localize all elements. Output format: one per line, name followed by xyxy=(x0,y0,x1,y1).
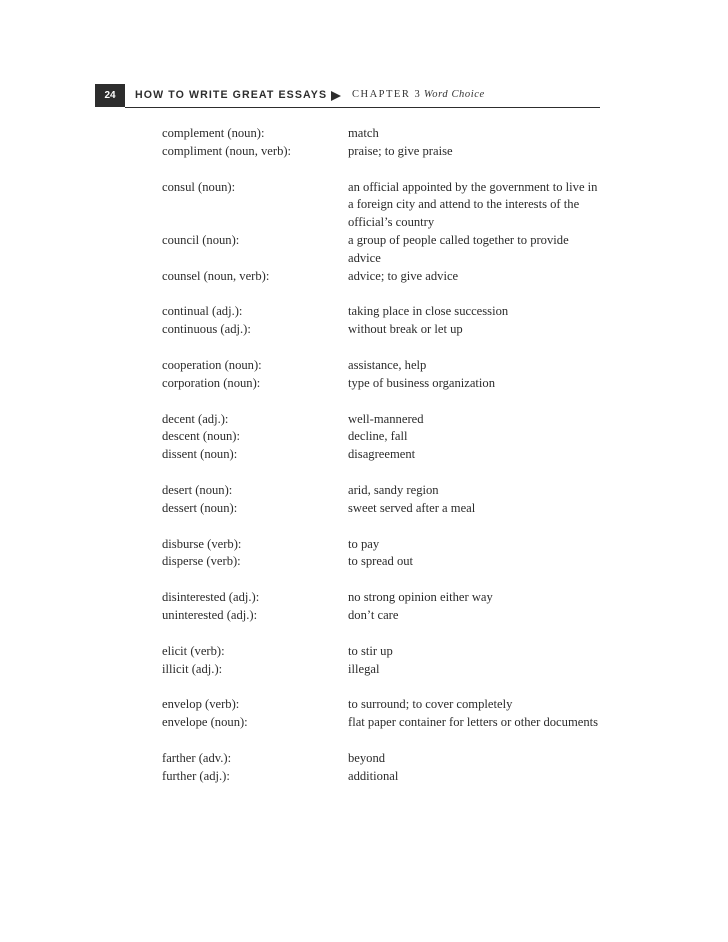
entry-term: disperse (verb): xyxy=(162,554,241,569)
entry-term: further (adj.): xyxy=(162,768,230,783)
entry-term: compliment (noun, verb): xyxy=(162,143,292,158)
entry-term: desert (noun): xyxy=(162,482,233,497)
chapter-heading xyxy=(352,89,485,100)
entry-definition: don’t care xyxy=(348,607,399,622)
entry-term: cooperation (noun): xyxy=(162,357,262,372)
page-number: 24 xyxy=(95,84,125,107)
entry-row xyxy=(162,179,602,232)
entry-term: corporation (noun): xyxy=(162,375,261,390)
entry-term: consul (noun): xyxy=(162,179,236,194)
entry-row xyxy=(162,750,602,768)
entry-definition: to pay xyxy=(348,536,380,551)
entry-row xyxy=(162,607,602,625)
entry-row xyxy=(162,482,602,500)
entry-row xyxy=(162,446,602,464)
entry-definition: type of business organization xyxy=(348,375,496,390)
entry-definition: to surround; to cover completely xyxy=(348,697,513,712)
entry-definition: sweet served after a meal xyxy=(348,500,476,515)
entry-row xyxy=(162,357,602,375)
entry-row xyxy=(162,536,602,554)
entry-row xyxy=(162,643,602,661)
entry-row xyxy=(162,428,602,446)
entry-row xyxy=(162,321,602,339)
entry-definition: without break or let up xyxy=(348,322,463,337)
entry-group xyxy=(162,411,602,464)
entry-group xyxy=(162,482,602,518)
entry-row xyxy=(162,303,602,321)
header-rule xyxy=(125,107,600,108)
entry-definition: illegal xyxy=(348,661,380,676)
entry-definition: beyond xyxy=(348,750,386,765)
entry-term: illicit (adj.): xyxy=(162,661,223,676)
entry-row xyxy=(162,553,602,571)
entry-term: elicit (verb): xyxy=(162,643,225,658)
entry-definition: match xyxy=(348,126,379,140)
entry-term: counsel (noun, verb): xyxy=(162,268,270,283)
entry-row xyxy=(162,500,602,518)
entry-definition: to stir up xyxy=(348,643,393,658)
entry-row xyxy=(162,661,602,679)
entry-row xyxy=(162,714,602,732)
entry-definition: an official appointed by the government to live in a foreign city and attend to the interests of the official’s country xyxy=(348,179,598,230)
entry-row xyxy=(162,268,602,286)
entry-term: disburse (verb): xyxy=(162,536,242,551)
entry-definition: arid, sandy region xyxy=(348,482,439,497)
entry-term: continuous (adj.): xyxy=(162,322,251,337)
word-list xyxy=(162,125,602,804)
entry-definition: decline, fall xyxy=(348,429,408,444)
entry-term: descent (noun): xyxy=(162,429,240,444)
entry-definition: no strong opinion either way xyxy=(348,590,493,605)
entry-group xyxy=(162,125,602,161)
entry-term: farther (adv.): xyxy=(162,750,232,765)
entry-term: uninterested (adj.): xyxy=(162,607,258,622)
entry-group xyxy=(162,750,602,786)
entry-term: dissent (noun): xyxy=(162,447,238,462)
entry-definition: well-mannered xyxy=(348,411,424,426)
right-triangle-icon xyxy=(331,91,341,101)
entry-definition: additional xyxy=(348,768,399,783)
entry-definition: to spread out xyxy=(348,554,414,569)
entry-term: envelope (noun): xyxy=(162,715,248,730)
book-title: HOW TO WRITE GREAT ESSAYS xyxy=(135,89,328,101)
entry-row xyxy=(162,768,602,786)
entry-term: council (noun): xyxy=(162,232,240,247)
entry-term: complement (noun): xyxy=(162,126,265,140)
entry-definition: assistance, help xyxy=(348,357,427,372)
entry-definition: praise; to give praise xyxy=(348,143,453,158)
entry-group xyxy=(162,589,602,625)
entry-row xyxy=(162,589,602,607)
entry-definition: disagreement xyxy=(348,447,416,462)
entry-row xyxy=(162,696,602,714)
entry-row xyxy=(162,125,602,143)
chapter-title: Word Choice xyxy=(423,89,485,100)
running-header xyxy=(95,84,600,110)
entry-term: dessert (noun): xyxy=(162,500,238,515)
entry-group xyxy=(162,303,602,339)
entry-group xyxy=(162,536,602,572)
entry-definition: a group of people called together to provide advice xyxy=(348,232,569,265)
entry-term: disinterested (adj.): xyxy=(162,590,260,605)
entry-term: decent (adj.): xyxy=(162,411,229,426)
entry-row xyxy=(162,411,602,429)
entry-row xyxy=(162,143,602,161)
entry-definition: taking place in close succession xyxy=(348,304,509,319)
entry-group xyxy=(162,696,602,732)
entry-row xyxy=(162,232,602,268)
entry-group xyxy=(162,643,602,679)
entry-definition: advice; to give advice xyxy=(348,268,459,283)
entry-definition: flat paper container for letters or other documents xyxy=(348,715,599,730)
entry-group xyxy=(162,179,602,286)
entry-group xyxy=(162,357,602,393)
entry-term: continual (adj.): xyxy=(162,304,243,319)
entry-row xyxy=(162,375,602,393)
entry-term: envelop (verb): xyxy=(162,697,240,712)
chapter-label: CHAPTER 3 xyxy=(352,89,422,100)
